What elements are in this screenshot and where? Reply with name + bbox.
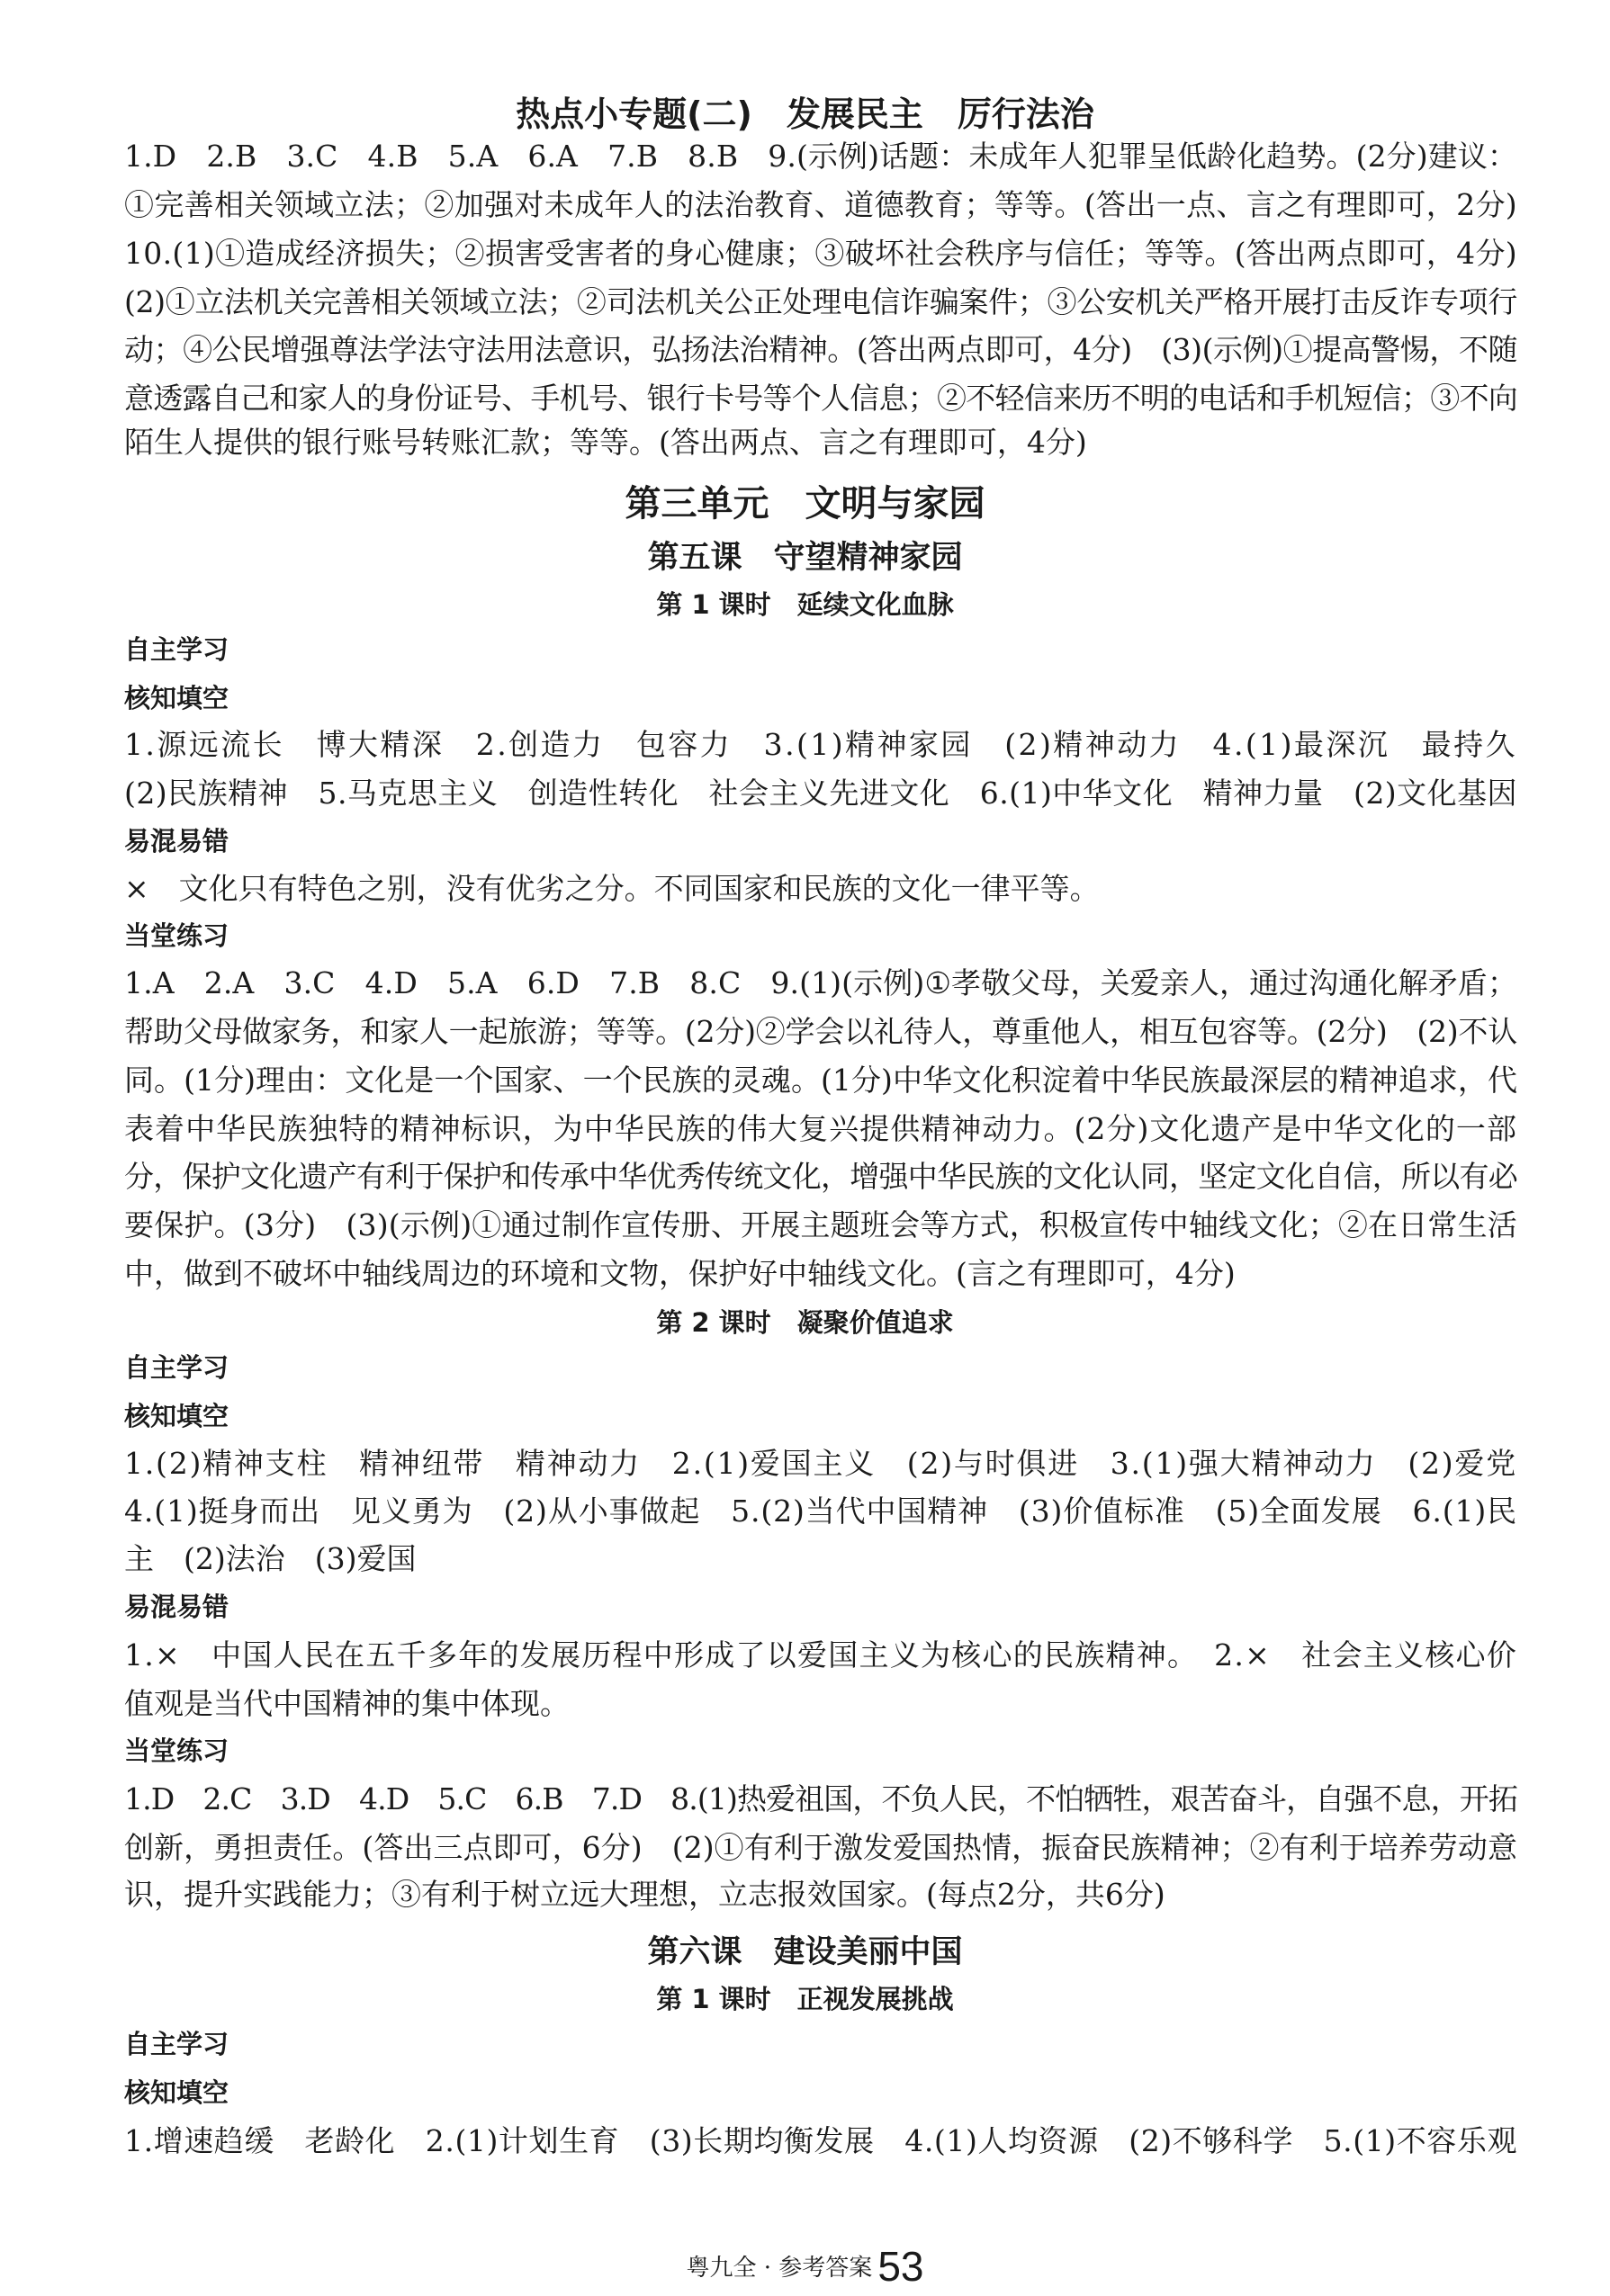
section-heading: 核知填空 (124, 683, 229, 713)
answer-line: 1.D 2.C 3.D 4.D 5.C 6.B 7.D 8.(1)热爱祖国，不负人民，不怕牺牲，艰苦奋斗，自强不息，开拓 (124, 1781, 1517, 1816)
answer-line: 1.D 2.B 3.C 4.B 5.A 6.A 7.B 8.B 9.(示例)话题：未成年人犯罪呈低龄化趋势。(2分)建议： (124, 139, 1518, 174)
topic-title: 热点小专题(二) 发展民主 厉行法治 (516, 94, 1094, 134)
answer-line: 创新，勇担责任。(答出三点即可，6分) (2)①有利于激发爱国热情，振奋民族精神；②有利于培养劳动意 (124, 1830, 1517, 1865)
answer-line: 要保护。(3分) (3)(示例)①通过制作宣传册、开展主题班会等方式，积极宣传中轴线文化；②在日常生活 (124, 1207, 1517, 1242)
answer-line: (2)①立法机关完善相关领域立法；②司法机关公正处理电信诈骗案件；③公安机关严格开展打击反诈专项行 (124, 284, 1517, 319)
answer-line: 分，保护文化遗产有利于保护和传承中华优秀传统文化，增强中华民族的文化认同，坚定文化自信，所以有必 (124, 1159, 1517, 1194)
answer-line: 帮助父母做家务，和家人一起旅游；等等。(2分)②学会以礼待人，尊重他人，相互包容等。(2分) (2)不认 (124, 1014, 1518, 1049)
answer-line: 动；④公民增强尊法学法守法用法意识，弘扬法治精神。(答出两点即可，4分) (3)(示例)①提高警惕，不随 (124, 332, 1517, 367)
answer-line: 4.(1)挺身而出 见义勇为 (2)从小事做起 5.(2)当代中国精神 (3)价值标准 (5)全面发展 6.(1)民 (124, 1493, 1517, 1529)
section-heading: 易混易错 (124, 1592, 229, 1622)
answer-line: 陌生人提供的银行账号转账汇款；等等。(答出两点、言之有理即可，4分) (124, 425, 1087, 460)
answer-line: × 文化只有特色之别，没有优劣之分。不同国家和民族的文化一律平等。 (124, 871, 1100, 906)
answer-line: 表着中华民族独特的精神标识，为中华民族的伟大复兴提供精神动力。(2分)文化遗产是中华文化的一部 (124, 1111, 1517, 1146)
lesson-title: 第五课 守望精神家园 (647, 540, 963, 576)
answer-line: 1.源远流长 博大精深 2.创造力 包容力 3.(1)精神家园 (2)精神动力 4.(1)最深沉 最持久 (124, 727, 1518, 762)
answer-line: 主 (2)法治 (3)爱国 (124, 1541, 417, 1576)
section-heading: 自主学习 (124, 1352, 229, 1383)
answer-line: 1.(2)精神支柱 精神纽带 精神动力 2.(1)爱国主义 (2)与时俱进 3.(1)强大精神动力 (2)爱党 (124, 1446, 1517, 1481)
lesson-title: 第六课 建设美丽中国 (647, 1934, 963, 1970)
footer-label: 粤九全 · 参考答案 (686, 2255, 873, 2282)
section-heading: 当堂练习 (124, 920, 229, 951)
answer-line: 同。(1分)理由：文化是一个国家、一个民族的灵魂。(1分)中华文化积淀着中华民族最深层的精神追求，代 (124, 1063, 1517, 1098)
section-heading: 自主学习 (124, 634, 229, 665)
answer-line: 1.× 中国人民在五千多年的发展历程中形成了以爱国主义为核心的民族精神。 2.× 社会主义核心价 (124, 1637, 1518, 1673)
answer-line: 1.增速趋缓 老龄化 2.(1)计划生育 (3)长期均衡发展 4.(1)人均资源 (2)不够科学 5.(1)不容乐观 (124, 2123, 1518, 2158)
answer-line: 识，提升实践能力；③有利于树立远大理想，立志报效国家。(每点2分，共6分) (124, 1877, 1165, 1912)
answer-line: 1.A 2.A 3.C 4.D 5.A 6.D 7.B 8.C 9.(1)(示例)①孝敬父母，关爱亲人，通过沟通化解矛盾； (124, 965, 1518, 1000)
answer-line: 意透露自己和家人的身份证号、手机号、银行卡号等个人信息；②不轻信来历不明的电话和手机短信；③不向 (124, 381, 1517, 416)
period-title: 第 2 课时 凝聚价值追求 (656, 1307, 954, 1338)
section-heading: 核知填空 (124, 2077, 229, 2108)
answer-line: 10.(1)①造成经济损失；②损害受害者的身心健康；③破坏社会秩序与信任；等等。(答出两点即可，4分) (124, 236, 1517, 271)
answer-line: 值观是当代中国精神的集中体现。 (124, 1686, 570, 1721)
answer-line: ①完善相关领域立法；②加强对未成年人的法治教育、道德教育；等等。(答出一点、言之有理即可，2分) (124, 187, 1518, 222)
section-heading: 核知填空 (124, 1401, 229, 1431)
section-heading: 自主学习 (124, 2029, 229, 2059)
period-title: 第 1 课时 正视发展挑战 (656, 1984, 954, 2014)
answer-line: (2)民族精神 5.马克思主义 创造性转化 社会主义先进文化 6.(1)中华文化 精神力量 (2)文化基因 (124, 776, 1518, 811)
answer-line: 中，做到不破坏中轴线周边的环境和文物，保护好中轴线文化。(言之有理即可，4分) (124, 1256, 1236, 1291)
section-heading: 当堂练习 (124, 1735, 229, 1766)
period-title: 第 1 课时 延续文化血脉 (656, 589, 954, 620)
page-footer (0, 2242, 1610, 2291)
page-number: 53 (877, 2243, 924, 2290)
section-heading: 易混易错 (124, 826, 229, 857)
unit-title: 第三单元 文明与家园 (625, 483, 985, 525)
